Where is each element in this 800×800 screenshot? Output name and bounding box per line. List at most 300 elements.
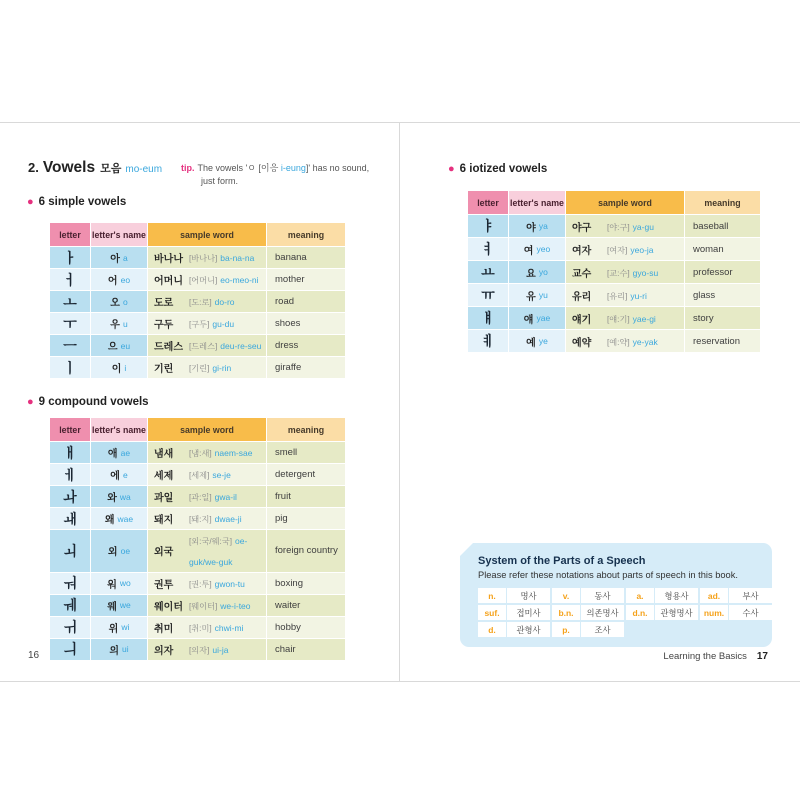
page-divider: [399, 123, 400, 681]
name-korean: 왜: [104, 515, 115, 526]
heading-simple-vowels-label: 6 simple vowels: [38, 196, 127, 208]
compound-vowels-table: [50, 418, 345, 660]
pos-korean-term: 부사: [729, 588, 772, 603]
table-row: [50, 291, 345, 312]
vowel-letter: ㅘ: [63, 488, 77, 505]
sample-word-cell: [148, 464, 266, 485]
parts-box-subtitle: Please refer these notations about parts of speech in this book.: [478, 570, 738, 580]
letter-cell: [50, 639, 90, 660]
word-romanization: naem-sae: [214, 448, 253, 459]
letter-name-cell: [509, 307, 565, 329]
name-romanization: wi: [121, 622, 130, 633]
table-row: [50, 573, 345, 594]
word-romanization: se-je: [212, 470, 231, 481]
word-pronunciation: [189, 617, 266, 638]
name-romanization: oe: [120, 545, 131, 556]
meaning-cell: [267, 247, 345, 268]
table-row: [50, 269, 345, 290]
name-korean: 오: [110, 298, 120, 309]
pos-entry: [478, 605, 550, 620]
letter-cell: [468, 261, 508, 283]
tip-label: tip.: [181, 163, 195, 173]
pronunciation-brackets: [세제]: [189, 471, 210, 481]
pos-entry: [626, 605, 698, 620]
name-korean: 유: [526, 291, 536, 303]
pronunciation-brackets: [돼:지]: [189, 515, 212, 525]
sample-word-cell: [148, 508, 266, 529]
word-romanization: we-i-teo: [220, 600, 251, 611]
name-korean: 야: [526, 222, 536, 234]
name-korean: 웨: [107, 601, 117, 613]
table-row: [50, 639, 345, 660]
meaning-text: smell: [275, 447, 298, 458]
word-korean: 냄새: [154, 449, 174, 460]
vowel-letter: ㅑ: [481, 218, 495, 234]
pos-entry: [478, 588, 550, 603]
vowel-letter: ㅗ: [63, 293, 77, 310]
word-romanization: gwon-tu: [214, 578, 245, 589]
name-romanization: a: [122, 252, 128, 263]
vowel-letter: ㅖ: [481, 333, 495, 349]
letter-cell: [468, 307, 508, 329]
sample-word-cell: [148, 486, 266, 507]
name-korean: 위: [108, 623, 119, 635]
vowel-letter: ㅞ: [63, 597, 77, 614]
meaning-text: waiter: [275, 599, 301, 611]
pos-korean-term: 동사: [581, 588, 624, 603]
sample-word-cell: [148, 269, 266, 290]
page-number-right: 17: [756, 651, 768, 662]
name-romanization: ui: [122, 644, 129, 655]
name-korean: 예: [526, 337, 536, 349]
sample-word-cell: [148, 247, 266, 268]
letter-name-cell: [91, 442, 147, 463]
word-korean: 취미: [154, 623, 174, 635]
pronunciation-brackets: [얘:기]: [607, 314, 630, 324]
meaning-cell: [267, 313, 345, 334]
pronunciation-brackets: [외:국/웨:국]: [189, 537, 233, 546]
name-romanization: e: [122, 469, 128, 480]
word-korean: 도로: [154, 298, 174, 309]
header-meaning: meaning: [267, 223, 345, 246]
pos-entry: [700, 588, 772, 603]
sample-word-cell: [148, 573, 266, 594]
word-romanization: dwae-ji: [214, 514, 242, 525]
sample-word-cell: [148, 639, 266, 660]
word-pronunciation: [607, 239, 684, 260]
header-letter: letter: [468, 191, 508, 214]
meaning-cell: [685, 330, 760, 352]
header-letters-name: letter's name: [509, 191, 565, 214]
sample-word-cell: [148, 313, 266, 334]
word-korean: 세제: [154, 471, 174, 482]
pos-abbreviation: a.: [626, 588, 654, 603]
header-sample-word: sample word: [148, 223, 266, 246]
word-romanization: ui-ja: [212, 644, 229, 655]
name-korean: 아: [110, 254, 120, 265]
pronunciation-brackets: [냄:새]: [189, 449, 212, 459]
vowel-letter: ㅢ: [63, 641, 77, 658]
meaning-cell: [267, 464, 345, 485]
vowel-letter: ㅐ: [63, 444, 77, 461]
tip-line1: [181, 162, 391, 175]
meaning-text: woman: [693, 243, 724, 255]
letter-cell: [50, 486, 90, 507]
pos-abbreviation: d.: [478, 622, 506, 637]
sample-word-cell: [148, 617, 266, 638]
pronunciation-brackets: [구두]: [189, 320, 210, 330]
compound-vowels-rows: [50, 442, 345, 660]
vowel-letter: ㅜ: [63, 315, 77, 332]
pronunciation-brackets: [여자]: [607, 245, 628, 255]
footer-chapter-label: Learning the Basics: [663, 651, 747, 662]
tip-text-blue: i-eung: [280, 163, 306, 173]
pronunciation-brackets: [취:미]: [189, 623, 212, 633]
letter-cell: [50, 595, 90, 616]
meaning-cell: [267, 530, 345, 572]
word-pronunciation: [607, 331, 684, 352]
vowel-letter: ㅝ: [63, 575, 77, 592]
word-pronunciation: [607, 262, 684, 283]
word-romanization: ye-yak: [632, 336, 658, 347]
meaning-text: hobby: [275, 621, 301, 633]
word-korean: 교수: [572, 268, 592, 280]
pos-abbreviation: num.: [700, 605, 728, 620]
word-romanization: yae-gi: [632, 313, 656, 324]
word-pronunciation: [189, 508, 266, 529]
letter-name-cell: [509, 261, 565, 283]
sample-word-cell: [566, 284, 684, 306]
table-row: [50, 442, 345, 463]
pronunciation-brackets: [기린]: [189, 364, 210, 374]
section-word: Vowels: [42, 159, 96, 176]
meaning-text: detergent: [275, 469, 316, 480]
name-korean: 에: [110, 471, 120, 482]
meaning-cell: [267, 573, 345, 594]
word-pronunciation: [189, 442, 266, 463]
meaning-cell: [267, 486, 345, 507]
pronunciation-brackets: [예:약]: [607, 337, 630, 347]
table-row: [50, 335, 345, 356]
word-pronunciation: [189, 464, 266, 485]
pronunciation-brackets: [권:투]: [189, 579, 212, 589]
letter-cell: [50, 335, 90, 356]
letter-cell: [50, 508, 90, 529]
word-korean: 웨이터: [154, 601, 183, 613]
pronunciation-brackets: [야:구]: [607, 222, 630, 232]
table-row: [50, 595, 345, 616]
word-korean: 드레스: [154, 342, 183, 353]
name-korean: 얘: [523, 314, 534, 326]
header-letter: letter: [50, 223, 90, 246]
sample-word-cell: [148, 530, 266, 572]
word-korean: 여자: [572, 245, 592, 257]
meaning-text: chair: [275, 643, 296, 655]
letter-cell: [50, 357, 90, 378]
tip-text-pre: The vowels 'ㅇ [이응: [197, 163, 281, 173]
name-korean: 외: [107, 547, 118, 559]
name-romanization: ae: [120, 447, 131, 458]
meaning-text: foreign country: [275, 545, 338, 557]
word-korean: 예약: [572, 337, 592, 349]
sample-word-cell: [566, 307, 684, 329]
word-pronunciation: [189, 335, 266, 356]
word-romanization: ba-na-na: [220, 253, 255, 264]
pos-abbreviation: d.n.: [626, 605, 654, 620]
pronunciation-brackets: [과:일]: [189, 493, 212, 503]
meaning-text: glass: [693, 289, 716, 301]
bullet-icon: ●: [27, 196, 34, 208]
sample-word-cell: [148, 442, 266, 463]
word-pronunciation: [189, 639, 266, 660]
name-romanization: we: [119, 600, 131, 611]
word-romanization: deu-re-seu: [220, 341, 262, 352]
letter-name-cell: [91, 357, 147, 378]
vowel-letter: ㅛ: [481, 264, 495, 280]
name-romanization: ya: [538, 221, 548, 231]
word-pronunciation: [189, 247, 266, 268]
vowel-letter: ㅠ: [481, 287, 495, 303]
vowel-letter: ㅏ: [63, 249, 77, 266]
meaning-cell: [267, 508, 345, 529]
word-romanization: yeo-ja: [630, 244, 654, 255]
meaning-text: shoes: [275, 318, 301, 329]
meaning-cell: [685, 238, 760, 260]
pos-korean-term: 형용사: [655, 588, 698, 603]
parts-of-speech-grid: [478, 588, 773, 637]
parts-box-title: System of the Parts of a Speech: [478, 555, 646, 567]
pos-korean-term: 의존명사: [581, 605, 624, 620]
meaning-cell: [685, 261, 760, 283]
name-korean: 어: [107, 276, 118, 287]
meaning-text: mother: [275, 274, 305, 285]
name-korean: 우: [110, 320, 120, 331]
meaning-cell: [267, 269, 345, 290]
page-number-left: 16: [28, 650, 40, 661]
word-pronunciation: [607, 285, 684, 306]
section-korean: 모음: [100, 163, 122, 175]
pronunciation-brackets: [교:수]: [607, 268, 630, 278]
header-meaning: meaning: [267, 418, 345, 441]
vowel-letter: ㅙ: [63, 510, 77, 527]
name-romanization: i: [124, 362, 127, 373]
name-romanization: yae: [536, 313, 551, 323]
name-korean: 애: [107, 449, 118, 460]
letter-cell: [468, 215, 508, 237]
meaning-text: banana: [275, 252, 307, 263]
pronunciation-brackets: [웨이터]: [189, 601, 218, 611]
letter-cell: [50, 247, 90, 268]
header-letters-name: letter's name: [91, 418, 147, 441]
word-korean: 바나나: [154, 254, 183, 265]
vowel-letter: ㅒ: [481, 310, 495, 326]
name-korean: 의: [109, 645, 120, 657]
section-romanization: mo-eum: [125, 164, 163, 175]
pos-korean-term: 조사: [581, 622, 624, 637]
name-romanization: u: [122, 318, 128, 329]
meaning-text: boxing: [275, 577, 303, 589]
table-row: [50, 530, 345, 572]
letter-name-cell: [509, 215, 565, 237]
word-korean: 권투: [154, 579, 174, 591]
word-korean: 얘기: [572, 314, 592, 326]
vowel-letter: ㅔ: [63, 466, 77, 483]
vowel-letter: ㅕ: [481, 241, 495, 257]
word-pronunciation: [189, 269, 266, 290]
tip-line2: just form.: [201, 175, 239, 186]
letter-cell: [50, 313, 90, 334]
letter-cell: [50, 464, 90, 485]
iotized-vowels-table: [468, 191, 760, 352]
letter-name-cell: [509, 238, 565, 260]
name-romanization: ye: [538, 336, 548, 346]
word-korean: 기린: [154, 364, 174, 375]
header-letter: letter: [50, 418, 90, 441]
table-header-row: [468, 191, 760, 214]
word-romanization: chwi-mi: [214, 622, 244, 633]
header-sample-word: sample word: [148, 418, 266, 441]
table-row: [50, 508, 345, 529]
sample-word-cell: [148, 335, 266, 356]
pronunciation-brackets: [도:로]: [189, 298, 212, 308]
letter-cell: [50, 291, 90, 312]
letter-cell: [468, 238, 508, 260]
pronunciation-brackets: [어머니]: [189, 276, 218, 286]
sample-word-cell: [566, 261, 684, 283]
letter-name-cell: [91, 269, 147, 290]
meaning-cell: [267, 291, 345, 312]
vowel-letter: ㅚ: [63, 542, 77, 559]
meaning-text: baseball: [693, 220, 729, 232]
table-row: [468, 238, 760, 260]
name-romanization: wa: [119, 491, 131, 502]
name-korean: 으: [107, 342, 118, 353]
pos-korean-term: 명사: [507, 588, 550, 603]
meaning-cell: [685, 307, 760, 329]
meaning-cell: [267, 617, 345, 638]
meaning-cell: [267, 639, 345, 660]
word-romanization: gu-du: [212, 319, 235, 330]
bullet-icon: ●: [27, 396, 34, 408]
table-row: [468, 215, 760, 237]
pos-entry: [552, 622, 624, 637]
letter-cell: [50, 530, 90, 572]
pos-korean-term: 접미사: [507, 605, 550, 620]
pos-entry: [700, 605, 772, 620]
meaning-text: pig: [275, 513, 288, 524]
tip-note: [181, 162, 391, 187]
heading-iotized-vowels-label: 6 iotized vowels: [459, 163, 548, 175]
name-romanization: yu: [538, 290, 548, 300]
letter-cell: [468, 330, 508, 352]
table-row: [50, 464, 345, 485]
pronunciation-brackets: [의자]: [189, 645, 210, 655]
pos-abbreviation: v.: [552, 588, 580, 603]
word-romanization: oe-guk/we-guk: [189, 536, 248, 567]
name-korean: 여: [523, 245, 534, 257]
word-korean: 야구: [572, 222, 592, 234]
letter-name-cell: [91, 486, 147, 507]
pos-abbreviation: suf.: [478, 605, 506, 620]
section-title: [28, 159, 162, 177]
pos-abbreviation: b.n.: [552, 605, 580, 620]
name-romanization: wae: [117, 513, 134, 524]
meaning-text: story: [693, 312, 714, 324]
vowel-letter: ㅡ: [63, 337, 77, 354]
letter-cell: [50, 269, 90, 290]
letter-name-cell: [91, 464, 147, 485]
name-romanization: eo: [120, 274, 131, 285]
heading-iotized-vowels: [448, 163, 547, 175]
word-romanization: gwa-il: [214, 492, 237, 503]
pos-korean-term: 수사: [729, 605, 772, 620]
word-romanization: yu-ri: [630, 290, 647, 301]
word-pronunciation: [189, 530, 266, 572]
pos-abbreviation: n.: [478, 588, 506, 603]
name-korean: 와: [107, 493, 117, 504]
meaning-text: giraffe: [275, 362, 302, 373]
header-sample-word: sample word: [566, 191, 684, 214]
table-row: [50, 357, 345, 378]
meaning-cell: [267, 357, 345, 378]
letter-name-cell: [509, 284, 565, 306]
sample-word-cell: [566, 238, 684, 260]
word-korean: 어머니: [154, 276, 183, 287]
letter-name-cell: [91, 508, 147, 529]
word-korean: 의자: [154, 645, 174, 657]
header-meaning: meaning: [685, 191, 760, 214]
letter-cell: [50, 573, 90, 594]
meaning-cell: [685, 215, 760, 237]
table-row: [468, 261, 760, 283]
footer-right: [663, 651, 768, 662]
meaning-cell: [267, 442, 345, 463]
section-number: 2.: [28, 160, 39, 175]
meaning-cell: [685, 284, 760, 306]
meaning-text: professor: [693, 266, 733, 278]
word-romanization: do-ro: [214, 297, 235, 308]
letter-name-cell: [91, 639, 147, 660]
vowel-letter: ㅟ: [63, 619, 77, 636]
heading-compound-vowels: [27, 396, 149, 408]
word-pronunciation: [189, 357, 266, 378]
meaning-text: reservation: [693, 335, 740, 347]
header-letters-name: letter's name: [91, 223, 147, 246]
table-row: [50, 313, 345, 334]
word-korean: 돼지: [154, 515, 174, 526]
sample-word-cell: [148, 595, 266, 616]
page-right: [400, 123, 800, 681]
bullet-icon: ●: [448, 163, 455, 175]
pronunciation-brackets: [바나나]: [189, 254, 218, 264]
letter-name-cell: [91, 573, 147, 594]
sample-word-cell: [148, 291, 266, 312]
pos-entry: [552, 605, 624, 620]
page-left: [0, 123, 400, 681]
pos-entry: [626, 588, 698, 603]
name-romanization: yo: [538, 267, 548, 277]
vowel-letter: ㅣ: [63, 359, 77, 376]
letter-name-cell: [91, 335, 147, 356]
name-korean: 워: [107, 579, 117, 591]
heading-simple-vowels: [27, 196, 126, 208]
meaning-cell: [267, 595, 345, 616]
word-romanization: ya-gu: [632, 221, 654, 232]
letter-cell: [50, 617, 90, 638]
name-romanization: yeo: [536, 244, 551, 254]
name-romanization: wo: [119, 578, 131, 589]
word-pronunciation: [189, 313, 266, 334]
